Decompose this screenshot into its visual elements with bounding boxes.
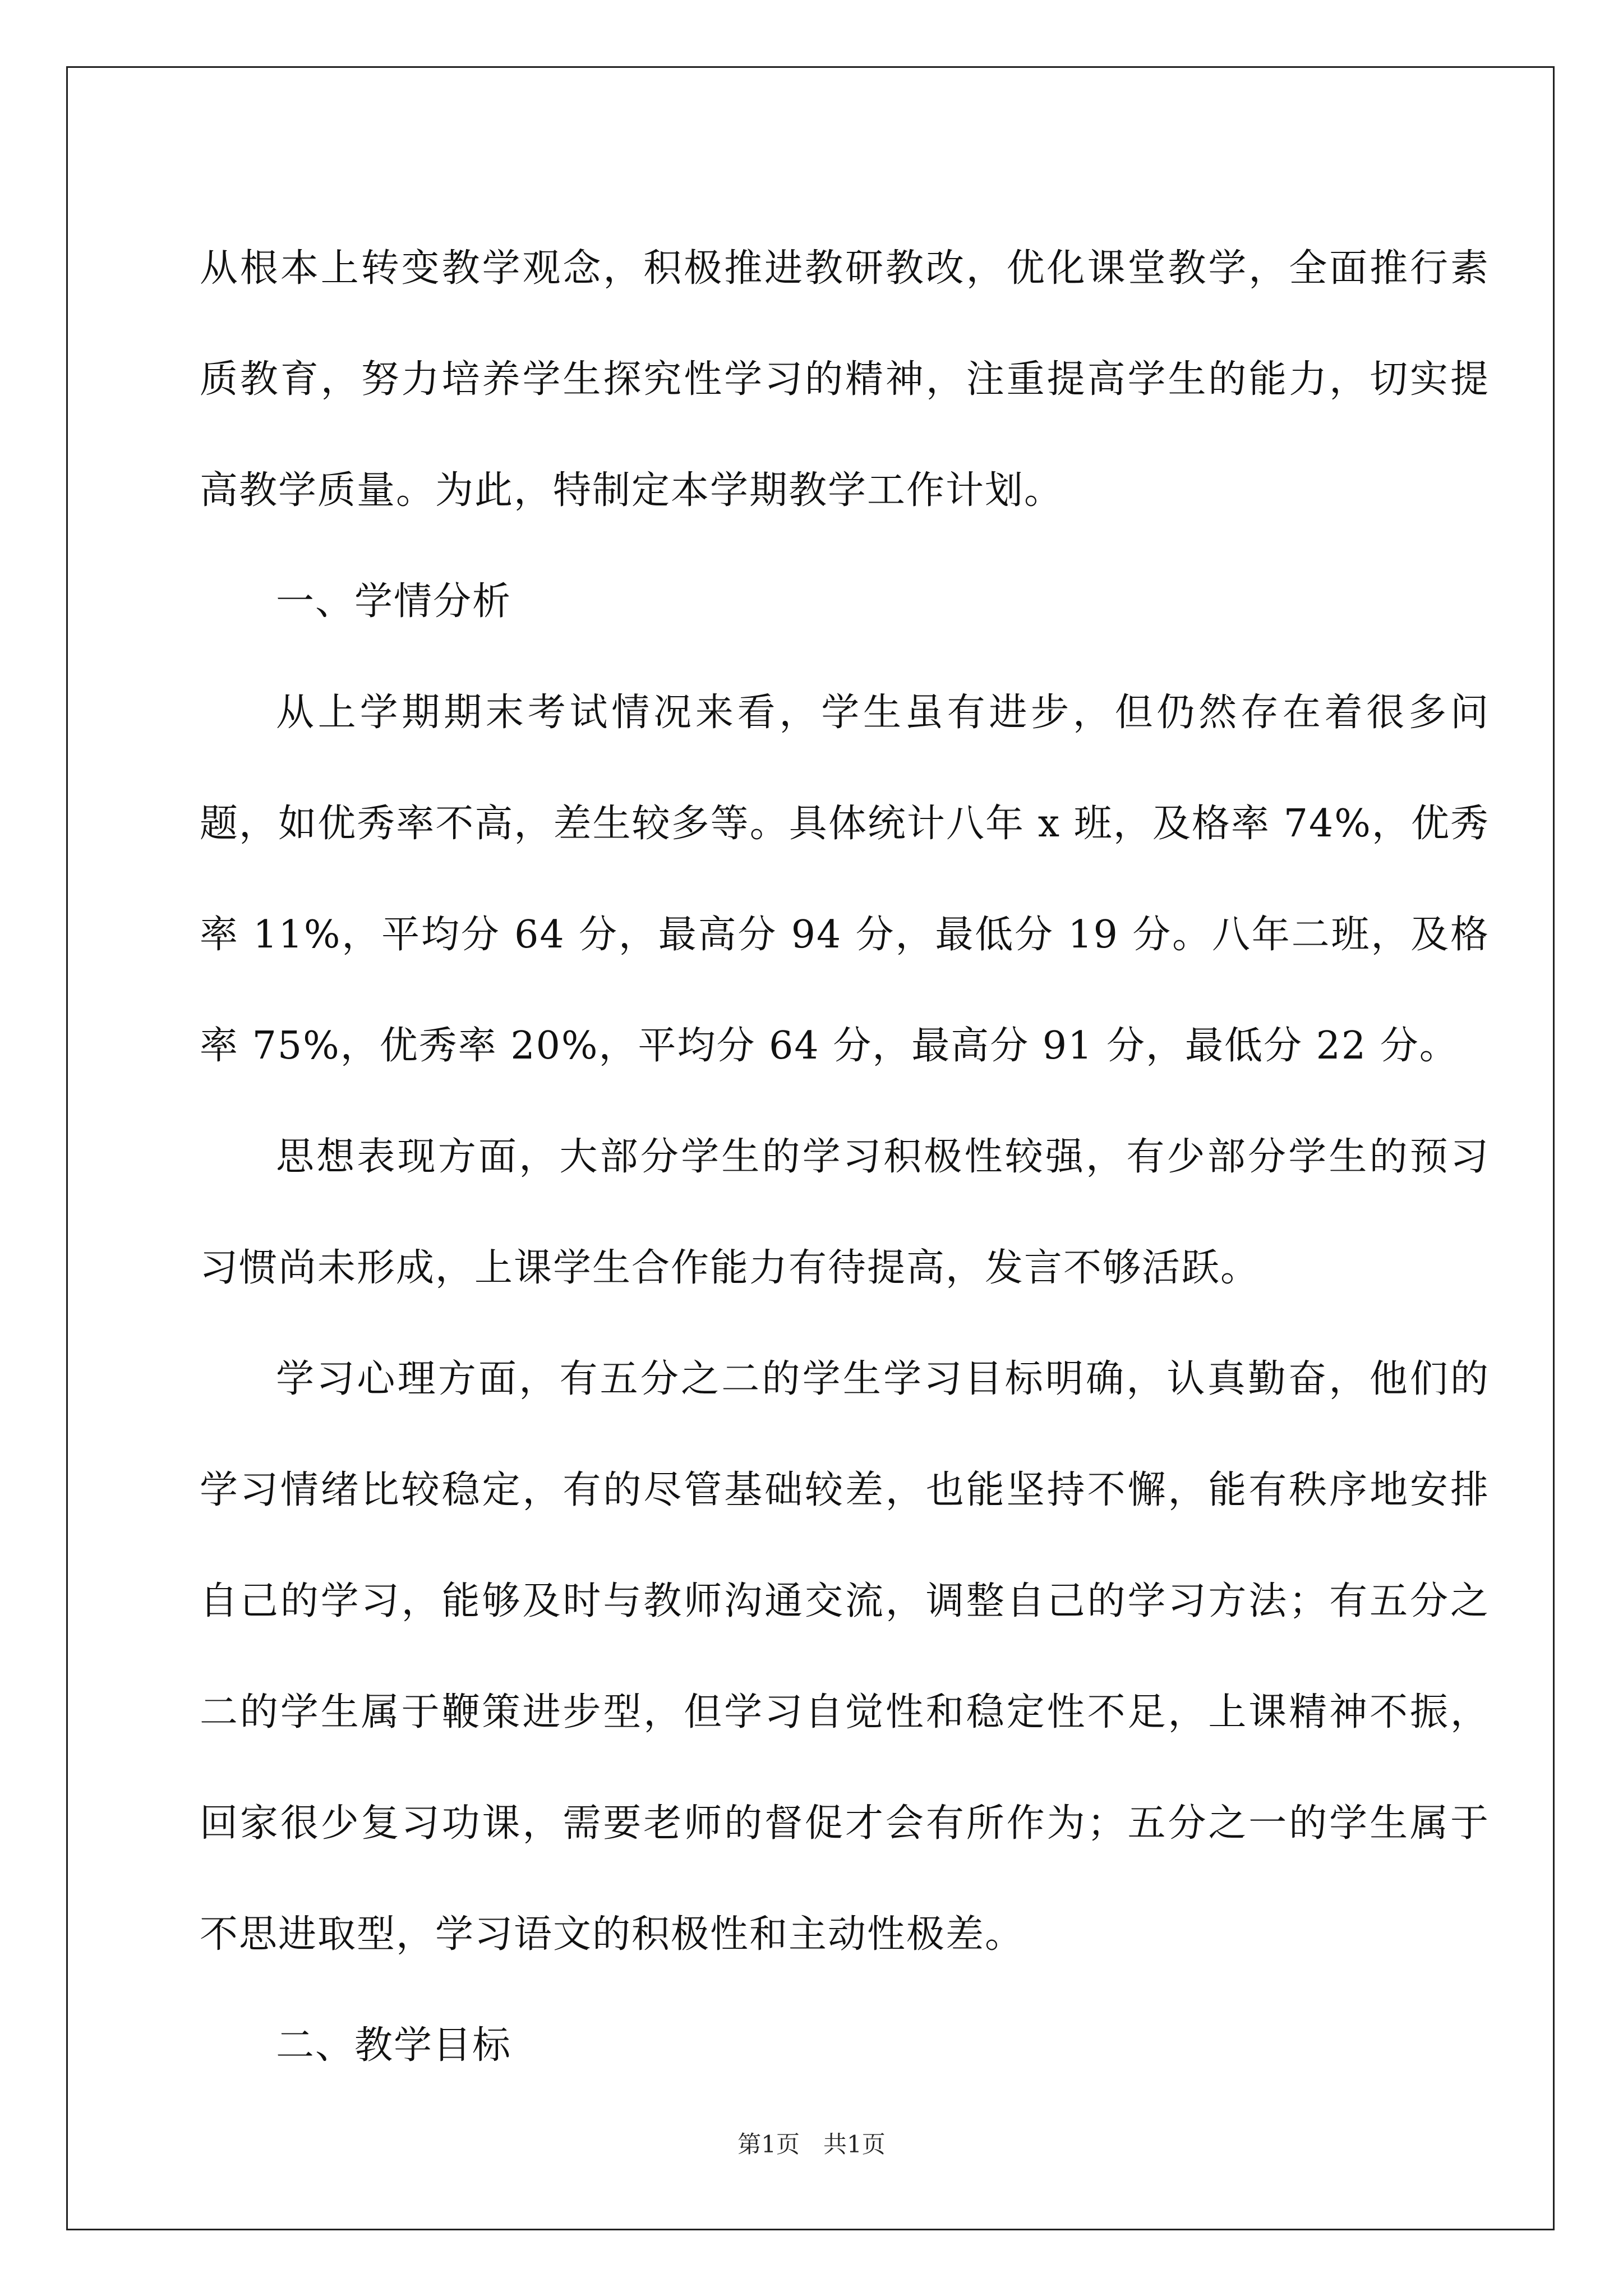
page-number-footer: 第1页 共1页 xyxy=(737,2131,886,2158)
section-heading-learning-analysis: 一、学情分析 xyxy=(276,579,512,624)
intro-paragraph: 从根本上转变教学观念，积极推进教研教改，优化课堂教学，全面推行素质教育，努力培养学生探究性学习的精神，注重提高学生的能力，切实提高教学质量。为此，特制定本学期教学工作计划。 xyxy=(200,246,1490,513)
document-body xyxy=(200,213,1490,2101)
section-heading-teaching-goals: 二、教学目标 xyxy=(276,2023,512,2068)
thinking-performance-paragraph: 思想表现方面，大部分学生的学习积极性较强，有少部分学生的预习习惯尚未形成，上课学生合作能力有待提高，发言不够活跃。 xyxy=(200,1135,1490,1290)
learning-psychology-paragraph: 学习心理方面，有五分之二的学生学习目标明确，认真勤奋，他们的学习情绪比较稳定，有的尽管基础较差，也能坚持不懈，能有秩序地安排自己的学习，能够及时与教师沟通交流，调整自己的学习方法；有五分之二的学生属于鞭策进步型，但学习自觉性和稳定性不足，上课精神不振，回家很少复习功课，需要老师的督促才会有所作为；五分之一的学生属于不思进取型，学习语文的积极性和主动性极差。 xyxy=(200,1357,1490,1957)
exam-statistics-paragraph: 从上学期期末考试情况来看，学生虽有进步，但仍然存在着很多问题，如优秀率不高，差生较多等。具体统计八年 x 班，及格率 74%，优秀率 11%，平均分 64 分，最高分 94 分，最低分 19 分。八年二班，及格率 75%，优秀率 20%，平均分 64 分，最高分 91 分，最低分 22 分。 xyxy=(200,691,1490,1068)
